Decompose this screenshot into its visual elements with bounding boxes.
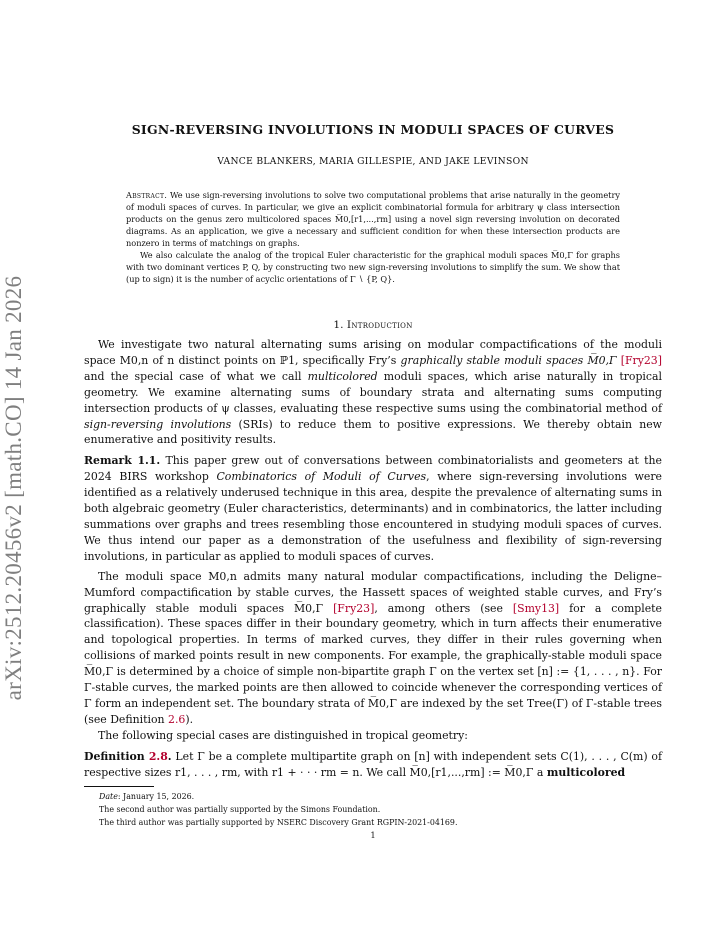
definition-block xyxy=(84,749,662,781)
remark-text: , where sign-reversing involutions were identified as a relatively underused technique in this area, despite the prevalence of alternating sums in both algebraic geometry (Euler characteristics, determinants) and in combinatorics, the latter including summations over graphs and trees resembling those encountered in studying moduli spaces of curves. We thus intend our paper as a demonstration of the usefulness and flexibility of sign-reversing involutions, in particular as applied to moduli spaces of curves. xyxy=(84,470,662,563)
abstract-paragraph-1 xyxy=(126,189,620,249)
abstract xyxy=(126,189,620,285)
definition-label-end: . xyxy=(167,749,172,763)
paper-title: SIGN-REVERSING INVOLUTIONS IN MODULI SPACES OF CURVES xyxy=(131,122,615,137)
section-number: 1. xyxy=(333,319,344,331)
special-cases-paragraph: The following special cases are distinguished in tropical geometry: xyxy=(98,728,468,742)
page-number: 1 xyxy=(370,830,376,841)
abstract-text-1: We use sign-reversing involutions to solve two computational problems that arise naturally in the geometry of moduli spaces of curves. In particular, we give an explicit combinatorial formula for arbitrary ψ class intersection products on the genus zero multicolored spaces M̅0,[r1,...,rm] using a novel sign reversing involution on decorated diagrams. As an application, we give a necessary and sufficient condition for when these intersection products are nonzero in terms of matchings on graphs. xyxy=(126,190,620,248)
abstract-paragraph-2: We also calculate the analog of the tropical Euler characteristic for the graphical moduli spaces M̅0,Γ for graphs with two dominant vertices P, Q, by constructing two new sign-reversing involutions to simplify the sum. We show that (up to sign) it is the number of acyclic orientations of Γ ∖ {P, Q}. xyxy=(126,250,620,284)
intro-emph-spaces: graphically stable moduli spaces M̅0,Γ xyxy=(400,353,617,367)
moduli-text: , among others (see xyxy=(374,601,513,615)
intro-text: moduli spaces, which arise naturally in tropical geometry. We examine alternating sums of boundary strata and alternating sums computing intersection products of ψ classes, evaluating these respective sums using the combinatorial method of xyxy=(84,369,662,415)
remark-label: Remark 1.1. xyxy=(84,454,161,468)
footnote-rule xyxy=(84,786,154,787)
remark-text: This paper grew out of conversations between combinatorialists and geometers at the 2024 BIRS workshop xyxy=(84,454,662,484)
definition-label: Definition xyxy=(84,749,149,763)
intro-text: We investigate two natural alternating sums arising on modular compactifications of the moduli space M0,n of n distinct points on ℙ1, specifically Fry’s xyxy=(84,338,662,367)
intro-paragraph xyxy=(84,337,662,448)
section-heading xyxy=(84,319,662,331)
intro-text: (SRIs) to reduce them to positive expressions. We thereby obtain new enumerative and positivity results. xyxy=(84,417,662,447)
intro-emph-sri: sign-reversing involutions xyxy=(84,417,232,431)
footnotes xyxy=(99,790,662,829)
date-value: : January 15, 2026. xyxy=(117,792,195,802)
remark-workshop-title: Combinatorics of Moduli of Curves xyxy=(216,470,427,484)
citation-fry23[interactable]: [Fry23] xyxy=(616,353,662,367)
moduli-text: ). xyxy=(185,712,194,726)
definition-number[interactable]: 2.8 xyxy=(148,749,168,763)
abstract-label: Abstract. xyxy=(126,190,168,200)
date-label: Date xyxy=(99,792,118,802)
intro-emph-multicolored: multicolored xyxy=(307,369,378,383)
moduli-text: The moduli space M0,n admits many natural modular compactifications, including the Deligne–Mumford compactification by stable curves, the Hassett spaces of weighted stable curves, and Fry’s graphically stable moduli spaces M̅0,Γ xyxy=(84,569,662,615)
definition-text: Let Γ be a complete multipartite graph on [n] with independent sets C(1), . . . , C(m) of respective sizes r1, . . . , rm, with r1 + · · · rm = n. We call M̅0,[r1,...,rm] := M̅0,Γ a xyxy=(84,749,662,779)
moduli-text: for a complete classification). These spaces differ in their boundary geometry, which in turn affects their enumerative and topological properties. In terms of marked curves, they differ in their rules governing when collisions of marked points result in new components. For example, the graphically-stable moduli space M̅0,Γ is determined by a choice of simple non-bipartite graph Γ on the vertex set [n] := {1, . . . , n}. For Γ-stable curves, the marked points are then allowed to coincide whenever the corresponding vertices of Γ form an independent set. The boundary strata of M̅0,Γ are indexed by the set Tree(Γ) of Γ-stable trees (see Definition xyxy=(84,601,662,726)
arxiv-id: arXiv:2512.20456v2 [math.CO] 14 Jan 2026 xyxy=(1,275,26,701)
footnote-date xyxy=(99,790,662,803)
footnote-funding-3: The third author was partially supported by NSERC Discovery Grant RGPIN-2021-04169. xyxy=(99,818,458,828)
paper-page xyxy=(84,118,662,840)
section-title: Introduction xyxy=(346,319,413,331)
intro-text: and the special case of what we call xyxy=(84,369,308,383)
citation-fry23[interactable]: [Fry23] xyxy=(333,601,375,615)
definition-term: multicolored xyxy=(546,765,626,779)
body-text xyxy=(84,337,662,780)
definition-ref-2-6[interactable]: 2.6 xyxy=(168,712,186,726)
citation-smy13[interactable]: [Smy13] xyxy=(512,601,560,615)
footnote-funding-2: The second author was partially supported by the Simons Foundation. xyxy=(99,805,381,815)
moduli-paragraph xyxy=(84,569,662,728)
paper-authors: VANCE BLANKERS, MARIA GILLESPIE, AND JAKE LEVINSON xyxy=(217,156,529,167)
remark-block xyxy=(84,453,662,564)
